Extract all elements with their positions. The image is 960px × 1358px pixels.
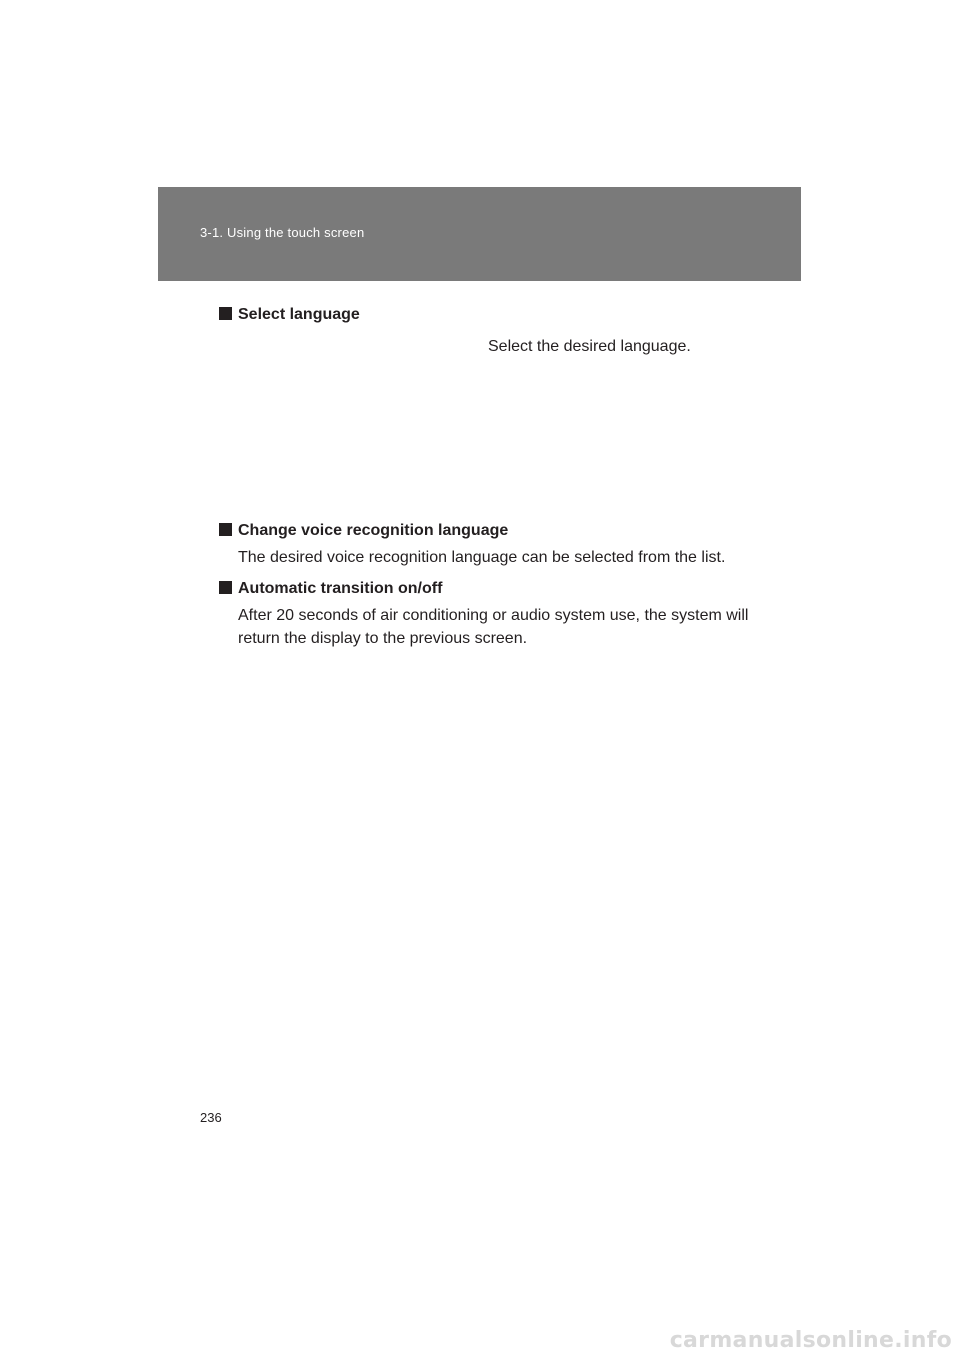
heading-automatic-transition: Automatic transition on/off bbox=[219, 580, 442, 598]
watermark: carmanualsonline.info bbox=[669, 1328, 952, 1353]
section-title: 3-1. Using the touch screen bbox=[200, 225, 365, 240]
page-number: 236 bbox=[200, 1110, 222, 1125]
automatic-transition-text: After 20 seconds of air conditioning or audio system use, the system will return the display to the previous screen. bbox=[238, 607, 749, 647]
header-bar bbox=[158, 187, 801, 281]
heading-voice-recognition-language: Change voice recognition language bbox=[219, 522, 508, 540]
voice-recognition-language-text: The desired voice recognition language can be selected from the list. bbox=[238, 549, 726, 566]
square-bullet-icon bbox=[219, 307, 232, 320]
square-bullet-icon bbox=[219, 523, 232, 536]
select-language-text: Select the desired language. bbox=[488, 338, 691, 355]
square-bullet-icon bbox=[219, 581, 232, 594]
heading-select-language: Select language bbox=[219, 306, 360, 324]
